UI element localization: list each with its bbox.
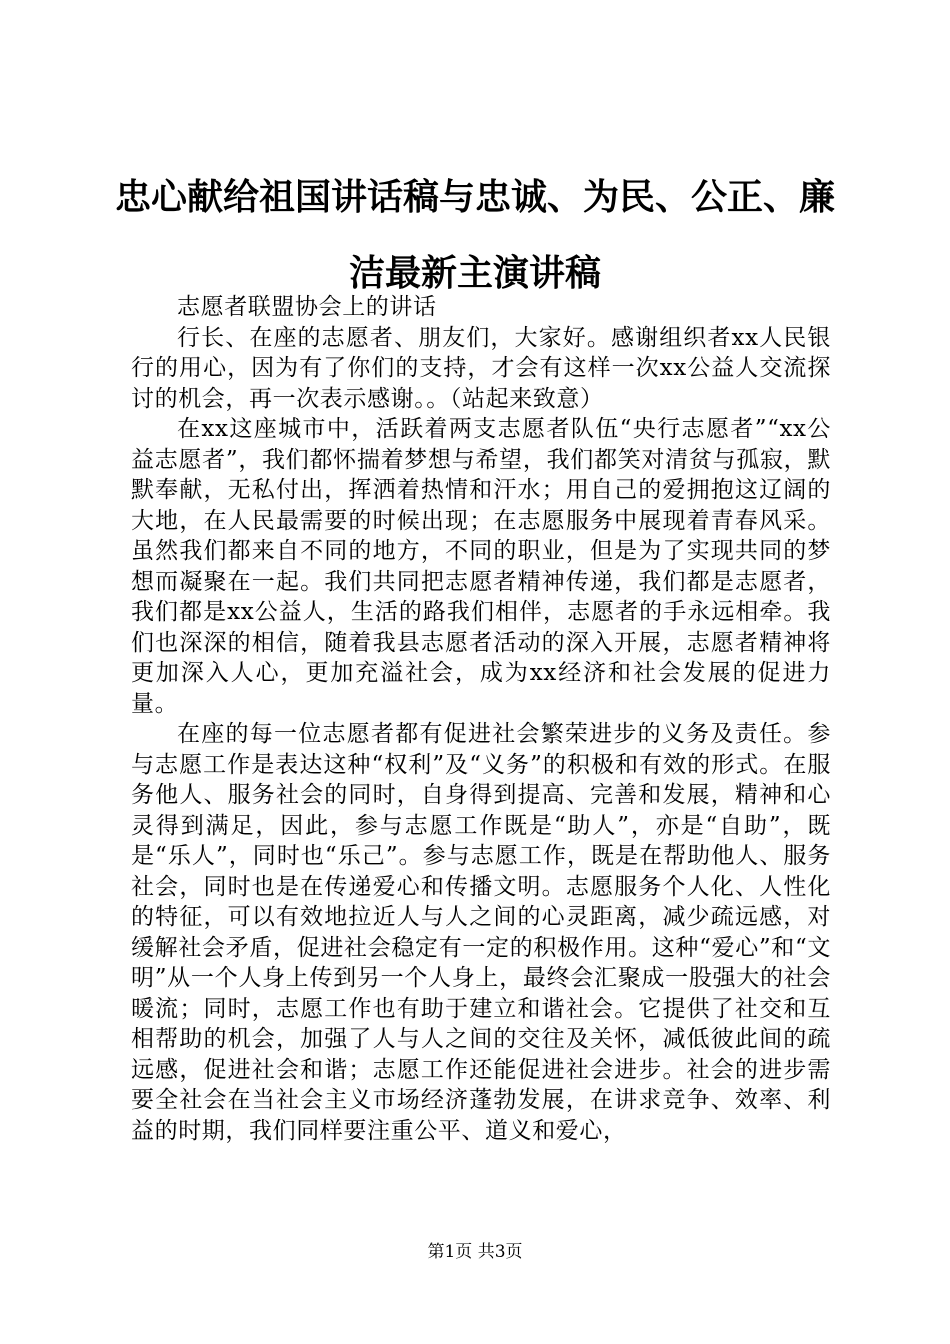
paragraph-volunteer-duty: 在座的每一位志愿者都有促进社会繁荣进步的义务及责任。参与志愿工作是表达这种“权利”及“义务”的积极和有效的形式。在服务他人、服务社会的同时，自身得到提高、完善和发展，精神和心灵得到满足，因此，参与志愿工作既是“助人”，亦是“自助”，既是“乐人”，同时也“乐己”。参与志愿工作，既是在帮助他人、服务社会，同时也是在传递爱心和传播文明。志愿服务个人化、人性化的特征，可以有效地拉近人与人之间的心灵距离，减少疏远感，对缓解社会矛盾，促进社会稳定有一定的积极作用。这种“爱心”和“文明”从一个人身上传到另一个人身上，最终会汇聚成一股强大的社会暖流；同时，志愿工作也有助于建立和谐社会。它提供了社交和互相帮助的机会，加强了人与人之间的交往及关怀，减低彼此间的疏远感，促进社会和谐；志愿工作还能促进社会进步。社会的进步需要全社会在当社会主义市场经济蓬勃发展，在讲求竞争、效率、利益的时期，我们同样要注重公平、道义和爱心， — [131, 721, 831, 1144]
document-body — [131, 292, 831, 1146]
paragraph-volunteer-teams: 在xx这座城市中，活跃着两支志愿者队伍“央行志愿者”“xx公益志愿者”，我们都怀揣着梦想与希望，我们都笑对清贫与孤寂，默默奉献，无私付出，挥洒着热情和汗水；用自己的爱拥抱这辽阔的大地，在人民最需要的时候出现；在志愿服务中展现着青春风采。虽然我们都来自不同的地方，不同的职业，但是为了实现共同的梦想而凝聚在一起。我们共同把志愿者精神传递，我们都是志愿者，我们都是xx公益人，生活的路我们相伴，志愿者的手永远相牵。我们也深深的相信，随着我县志愿者活动的深入开展，志愿者精神将更加深入人心，更加充溢社会，成为xx经济和社会发展的促进力量。 — [131, 416, 831, 717]
paragraph-greeting: 行长、在座的志愿者、朋友们，大家好。感谢组织者xx人民银行的用心，因为有了你们的支持，才会有这样一次xx公益人交流探讨的机会，再一次表示感谢。。（站起来致意） — [131, 324, 831, 412]
document-title: 忠心献给祖国讲话稿与忠诚、为民、公正、廉洁最新主演讲稿 — [114, 177, 835, 294]
paragraph-speech-heading: 志愿者联盟协会上的讲话 — [177, 294, 437, 320]
page-number-footer: 第1页 共3页 — [427, 1242, 523, 1262]
